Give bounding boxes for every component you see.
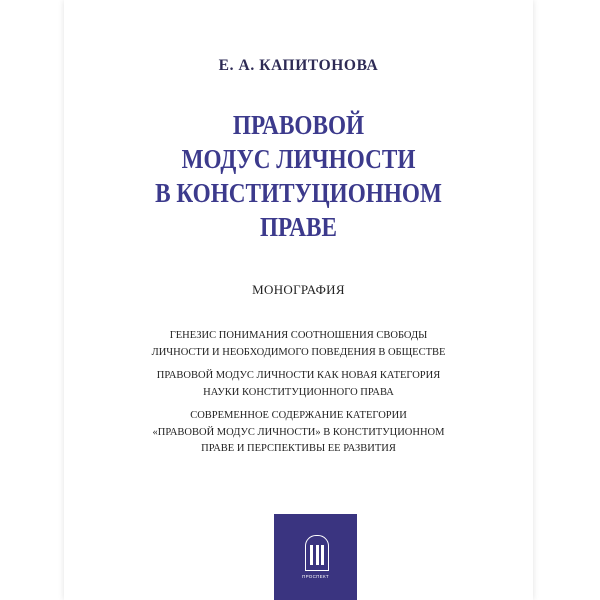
topic-line: СОВРЕМЕННОЕ СОДЕРЖАНИЕ КАТЕГОРИИ bbox=[190, 410, 407, 421]
topic-item bbox=[64, 368, 533, 401]
book-title bbox=[97, 108, 500, 244]
arch-icon bbox=[305, 535, 329, 571]
topic-line: ГЕНЕЗИС ПОНИМАНИЯ СООТНОШЕНИЯ СВОБОДЫ bbox=[169, 330, 428, 341]
topic-line: НАУКИ КОНСТИТУЦИОННОГО ПРАВА bbox=[203, 386, 394, 398]
publisher-logo bbox=[274, 514, 357, 600]
title-line: МОДУС ЛИЧНОСТИ bbox=[181, 144, 416, 174]
topics-list bbox=[64, 328, 533, 465]
topic-item bbox=[64, 328, 533, 361]
topic-item bbox=[64, 408, 533, 458]
genre-label: МОНОГРАФИЯ bbox=[252, 282, 345, 297]
pillar-icon bbox=[316, 545, 319, 565]
topic-line: «ПРАВОВОЙ МОДУС ЛИЧНОСТИ» В КОНСТИТУЦИОННОМ bbox=[152, 426, 445, 438]
author-name: Е. А. КАПИТОНОВА bbox=[218, 57, 379, 74]
pillar-icon bbox=[310, 545, 313, 565]
publisher-name: ПРОСПЕКТ bbox=[302, 574, 329, 579]
pillar-icon bbox=[321, 545, 324, 565]
title-line: В КОНСТИТУЦИОННОМ bbox=[155, 178, 442, 208]
title-line: ПРАВОВОЙ bbox=[232, 110, 365, 140]
topic-line: ЛИЧНОСТИ И НЕОБХОДИМОГО ПОВЕДЕНИЯ В ОБЩЕСТВЕ bbox=[151, 346, 446, 358]
title-line: ПРАВЕ bbox=[259, 212, 338, 242]
topic-line: ПРАВЕ И ПЕРСПЕКТИВЫ ЕЕ РАЗВИТИЯ bbox=[201, 443, 396, 454]
topic-line: ПРАВОВОЙ МОДУС ЛИЧНОСТИ КАК НОВАЯ КАТЕГОРИЯ bbox=[156, 370, 441, 381]
book-cover bbox=[64, 0, 533, 600]
